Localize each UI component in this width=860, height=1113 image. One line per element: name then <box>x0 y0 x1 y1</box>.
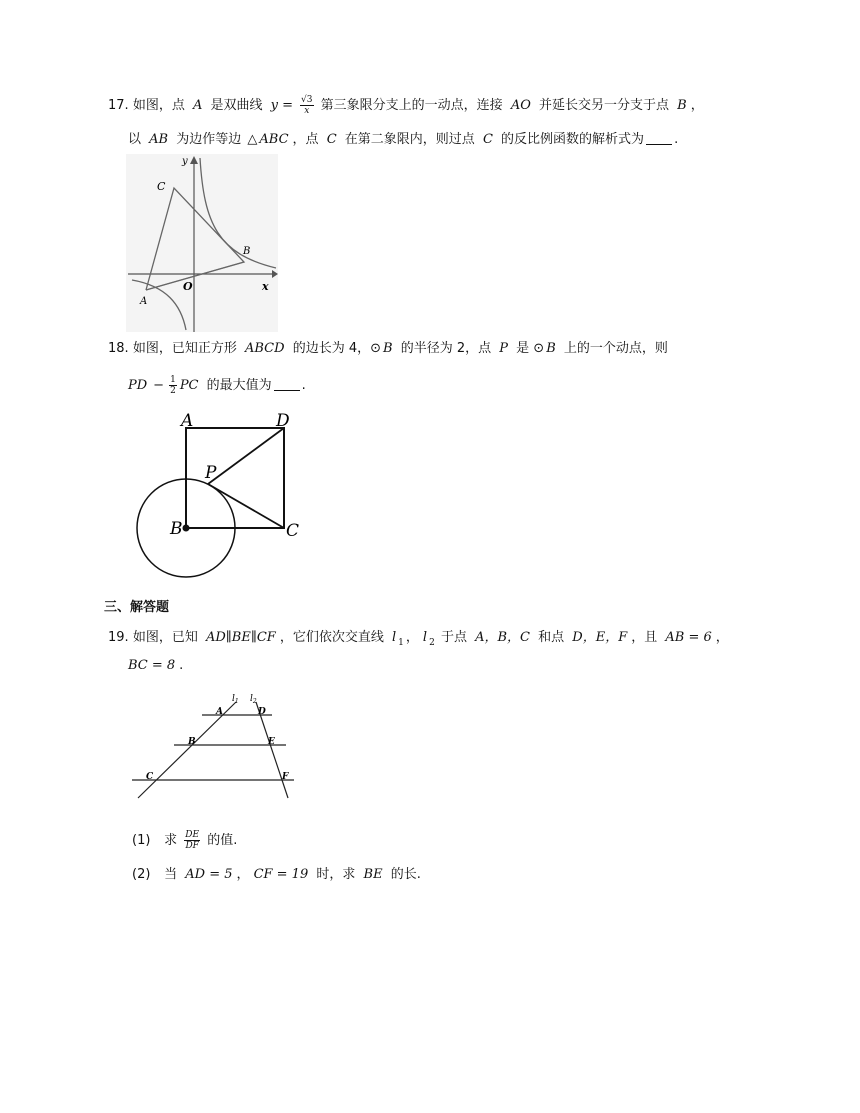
label-o: O <box>183 280 193 293</box>
section-title: 三、解答题 <box>104 600 170 615</box>
q17-frac-num: √3 <box>301 95 313 105</box>
q18-point-p: P <box>499 341 508 356</box>
q19-text: 于点 <box>440 630 467 645</box>
center-b-dot <box>183 525 190 532</box>
q19-ab-value: AB = 6 <box>665 630 712 645</box>
q17-text: 如图，点 <box>132 98 185 113</box>
label-c: C <box>286 521 300 541</box>
label-a: A <box>216 707 223 717</box>
q19-parallel-lines: AD∥BE∥CF <box>205 630 276 645</box>
q18-minus: − <box>153 378 165 393</box>
sub-q1-text: 的值. <box>207 833 238 848</box>
frac-num: DE <box>185 830 200 840</box>
label-l1: $l_1$ <box>232 694 239 705</box>
q19-points-def: D，E，F <box>572 630 628 645</box>
label-b: B <box>188 737 196 747</box>
circle-dot-icon: ⊙ <box>533 341 545 356</box>
q17-line-1 <box>108 95 704 116</box>
q17-point-b: B <box>677 98 687 113</box>
q18-text: 上的一个动点，则 <box>563 341 668 356</box>
q19-bc-value: BC = 8 <box>128 658 176 673</box>
label-y: y <box>182 156 188 167</box>
q17-text: 的反比例函数的解析式为 <box>501 132 645 147</box>
q19-text: ， <box>715 630 729 645</box>
q17-segment-ab: AB <box>149 132 169 147</box>
q18-fraction <box>169 375 177 396</box>
q17-segment-ao: AO <box>510 98 531 113</box>
q19-line-l1: l <box>391 630 397 645</box>
q18-figure <box>130 408 310 583</box>
sub-q2-ad-value: AD = 5 <box>185 867 233 882</box>
sub-q1-text: 求 <box>164 833 178 848</box>
q19-line-2 <box>128 656 183 676</box>
circle-dot-icon: ⊙ <box>370 341 381 356</box>
label-p: P <box>205 463 217 483</box>
q17-number: 17. <box>108 98 129 113</box>
q18-point-b: B <box>546 341 556 356</box>
sub-q2-text: 时，求 <box>316 867 356 882</box>
label-b: B <box>243 246 251 257</box>
triangle-icon: △ <box>247 132 258 147</box>
q19-sub-question-1 <box>132 830 237 851</box>
sub-q1-number: (1) <box>132 833 151 848</box>
label-a: A <box>181 411 194 431</box>
label-d: D <box>276 411 290 431</box>
q17-line-2 <box>128 130 678 150</box>
label-e: E <box>268 737 275 747</box>
q18-expr-pc: PC <box>179 378 199 393</box>
q18-line-1 <box>108 339 668 359</box>
q17-eq-y: y = <box>270 98 294 113</box>
q19-text: ，它们依次交直线 <box>279 630 384 645</box>
q18-text: 的最大值为 <box>206 378 272 393</box>
label-l2: $l_2$ <box>250 694 257 705</box>
q18-frac-den: 2 <box>170 386 176 396</box>
label-f: F <box>282 772 289 782</box>
segment-pc <box>208 484 284 528</box>
q18-point-b: B <box>383 341 393 356</box>
q19-sub-question-2 <box>132 865 421 885</box>
sub-q2-number: (2) <box>132 867 151 882</box>
q17-text: ，点 <box>292 132 319 147</box>
label-b: B <box>170 519 183 539</box>
q18-text: 如图，已知正方形 <box>132 341 237 356</box>
sub-q2-text: 当 <box>164 867 178 882</box>
q17-point-c: C <box>326 132 337 147</box>
label-c: C <box>157 180 166 193</box>
q18-answer-blank[interactable] <box>274 376 300 391</box>
q18-square-abcd: ABCD <box>244 341 285 356</box>
q18-frac-num: 1 <box>170 375 176 385</box>
q19-text: . <box>179 658 184 673</box>
q17-point-c: C <box>482 132 493 147</box>
q18-number: 18. <box>108 341 129 356</box>
q17-text: ， <box>690 98 704 113</box>
q17-text: 以 <box>128 132 142 147</box>
sub-q2-cf-value: CF = 19 <box>253 867 309 882</box>
q18-text: 是 <box>516 341 530 356</box>
q19-text: 和点 <box>538 630 565 645</box>
q18-text: . <box>301 378 306 393</box>
q19-sub-1: 1 <box>398 637 404 648</box>
q17-triangle-abc: ABC <box>259 132 289 147</box>
q17-text: 是双曲线 <box>210 98 263 113</box>
q19-text: ， <box>405 630 419 645</box>
q17-text: . <box>674 132 679 147</box>
q17-answer-blank[interactable] <box>646 130 672 145</box>
q17-point-a: A <box>192 98 203 113</box>
square-abcd <box>186 428 284 528</box>
q18-text: 的半径为 2，点 <box>400 341 492 356</box>
q17-text: 第三象限分支上的一动点，连接 <box>320 98 503 113</box>
q17-text: 为边作等边 <box>176 132 242 147</box>
q18-text: 的边长为 4， <box>292 341 371 356</box>
frac-den: DF <box>185 841 199 851</box>
segment-pd <box>208 428 284 484</box>
q19-line-l2: l <box>422 630 428 645</box>
q17-frac-den: x <box>304 106 310 116</box>
q19-number: 19. <box>108 630 129 645</box>
q19-text: ，且 <box>631 630 658 645</box>
sub-q2-text: 的长. <box>390 867 421 882</box>
q18-expr-pd: PD <box>128 378 148 393</box>
label-a: A <box>140 296 148 307</box>
sub-q1-fraction <box>184 830 200 851</box>
q17-figure <box>126 154 278 332</box>
q18-line-2 <box>128 375 306 396</box>
q19-points-abc: A，B，C <box>475 630 530 645</box>
label-c: C <box>146 772 154 782</box>
q19-sub-2: 2 <box>429 637 435 648</box>
label-x: x <box>262 280 269 293</box>
sub-q2-be: BE <box>363 867 383 882</box>
q17-text: 在第二象限内，则过点 <box>344 132 475 147</box>
q19-figure <box>128 690 300 802</box>
q19-line-1 <box>108 628 729 653</box>
label-d: D <box>258 707 266 717</box>
q19-text: 如图，已知 <box>132 630 198 645</box>
q17-fraction <box>300 95 313 116</box>
q17-text: 并延长交另一分支于点 <box>539 98 670 113</box>
sub-q2-text: ， <box>236 867 250 882</box>
